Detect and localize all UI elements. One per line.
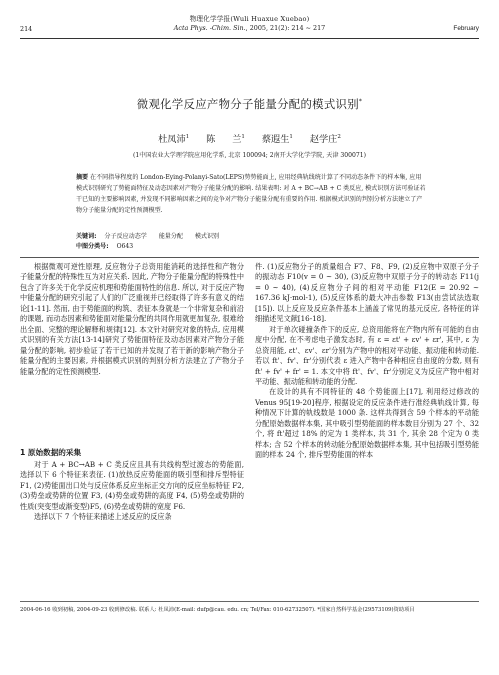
keywords-label: 关键词:	[76, 233, 97, 240]
abstract-divider	[20, 257, 479, 258]
author	[262, 134, 293, 145]
abstract	[76, 172, 426, 216]
citation	[20, 24, 479, 32]
keywords-line	[76, 232, 426, 242]
author-affil-mark: 1	[241, 133, 245, 140]
keyword: 模式识别	[194, 233, 220, 240]
article-title-text: 微观化学反应产物分子能量分配的模式识别	[136, 97, 359, 111]
keyword: 分子反应动态学	[104, 233, 147, 240]
section-paragraph: 对于 A + BC→AB + C 类反应且具有共线构型过渡态的势能面, 选择以下 6 个特征来表征. (1)放热反应势能面的吸引型和排斥型特征 F1, (2)势能面出口处与反应体系反应坐标正交方向的反应坐标特征 F2, (3)势垒或势阱的位置 F3, (4)势垒或势阱的高度 F4, (5)势垒或势阱的性质(突变型或渐变型)F5, (6)势垒或势阱的宽度 F6.	[20, 460, 244, 511]
running-header	[20, 23, 479, 35]
intro-paragraph: 根据微观可逆性原理, 反应物分子总资用能消耗的选择性和产物分子能量分配的特殊性互为对应关系. 因此, 产物分子能量分配的特殊性中包含了许多关于化学反应机理和势能面特性的信息. 所以, 对于反应产物中能量分配的研究引起了人们的广泛重视并已经取得了许多有意义的结论[1-11]. 然而, 由于势能面的构筑、表征本身就是一个非常复杂和前沿的课题, 而动态因素和势能面对能量分配的共同作用就更加复杂, 很难给出全面、完整的理论解释和规律[12]. 本文针对研究对象的特点, 应用模式识别的有关方法[13-14]研究了势能面特征及动态因素对产物分子能量分配的影响, 初步验证了若干已知的并发现了若干新的影响产物分子能量分配的主要因素, 并根据模式识别的判别分析方法建立了产物分子能量分配的定性预测模型.	[20, 262, 244, 376]
author-affil-mark: 2	[337, 133, 341, 140]
author-name: 蔡遐生	[261, 134, 290, 145]
clc-line	[76, 242, 426, 252]
body-paragraph: 件. (1)反应物分子的质量组合 F7、F8、F9, (2)反应物中双原子分子的振动态 F10(v = 0 ~ 30), (3)反应物中双原子分子的转动态 F11(j = 0 ~ 40), (4)反应物分子间的相对平动能 F12(E = 20.92 ~ 167.36 kJ·mol-1), (5)反应体系的最大冲击参数 F13(由尝试法选取[15]). 以上反应及反应条件基本上涵盖了常见的基元反应, 各特征的详细描述见文献[16-18].	[255, 262, 479, 324]
author	[206, 134, 245, 145]
section-heading: 1 原始数据的采集	[20, 448, 82, 457]
header-divider	[20, 38, 479, 39]
article-title	[0, 96, 499, 112]
abstract-text: 在不同指导程度的 London-Eying-Polanyi-Sato(LEPS)势势能面上, 应用经典轨线统计算了不同动态条件下的样本集, 应用模式识别研究了势能面特征及动态因素对产物分子能量分配的影响. 结果表明: 对 A + BC→AB + C 类反应, 模式识别方法可验证若干已知的主要影响因素, 并发现不同影响因素之间的竞争对产物分子能量分配有重要的作用. 根据模式识别的判别分析方法建立了产物分子能量分配的定性预测模型.	[76, 174, 426, 214]
abstract-label: 摘要	[76, 174, 89, 181]
author-affil-mark: 1	[289, 133, 293, 140]
affiliation: (1中国农业大学理学院应用化学系, 北京 100094; 2南开大学化学学院, 天津 300071)	[132, 152, 367, 159]
author-name: 赵学庄	[309, 134, 338, 145]
footnote: 2004-06-16 收到初稿, 2004-09-23 收到修改稿. 联系人: 杜凤沛(E-mail: dufp@cau. edu. cn; Tel/Fax: 010-62732507). *国家自然科学基金(29573109)资助项目	[20, 607, 415, 613]
author-name: 杜凤沛	[158, 134, 186, 145]
author	[158, 134, 189, 145]
title-footnote-mark: *	[358, 98, 363, 106]
keywords-block	[76, 232, 426, 252]
body-paragraph: 在设计的具有不同特征的 48 个势能面上[17], 利用经过修改的 Venus 95[19-20]程序, 根据设定的反应条件进行准经典轨线计算, 每种情况下计算的轨线数是 1000 条. 这样共得到含 59 个样本的平动能分配原始数据样本集, 其中吸引型势能面的样本数目分别为 27 个、32 个, 将 ft'超过 18% 的定为 1 类样本, 共 31 个, 其余 28 个定为 0 类样本; 含 52 个样本的转动能分配原始数据样本集, 其中包括吸引型势能面的样本 24 个, 排斥型势能面的样本	[255, 387, 479, 460]
citation-detail: , 2005, 21(2): 214 ~ 217	[245, 24, 326, 32]
page-number: 214	[20, 25, 33, 33]
running-header-journal: 物理化学学报(Wuli Huaxue Xuebao)	[189, 15, 310, 23]
issue-month: February	[453, 25, 479, 32]
right-column	[255, 262, 479, 461]
left-column-section	[20, 460, 244, 523]
body-paragraph: 对于单次碰撞条件下的反应, 总资用能将在产物内所有可能的自由度中分配, 在不考虑电子激发态时, 有 ε = εt' + εv' + εr', 其中, ε 为总资用能, εt'、εv'、εr'分别为产物中的相对平动能、振动能和转动能. 若以 ft'、fv'、fr'分别代表 ε 进入产物中各种相应自由度的分数, 则有 ft' + fv' + fr' = 1. 本文中将 ft'、fv'、fr'分别定义为反应产物中相对平动能、振动能和转动能的分配.	[255, 324, 479, 386]
author-list	[0, 131, 499, 145]
citation-journal: Acta Phys. -Chim. Sin.	[173, 24, 246, 32]
clc-code: O643	[116, 243, 134, 250]
clc-label: 中图分类号:	[76, 243, 109, 250]
section-paragraph-tail: 选择以下 7 个特征来描述上述反应的反应条	[34, 512, 172, 522]
left-column-intro	[20, 262, 244, 377]
keyword: 能量分配	[158, 233, 183, 240]
footnote-divider	[20, 601, 479, 602]
author	[310, 134, 341, 145]
author-name: 陈 兰	[206, 134, 242, 145]
author-affil-mark: 1	[185, 133, 190, 140]
